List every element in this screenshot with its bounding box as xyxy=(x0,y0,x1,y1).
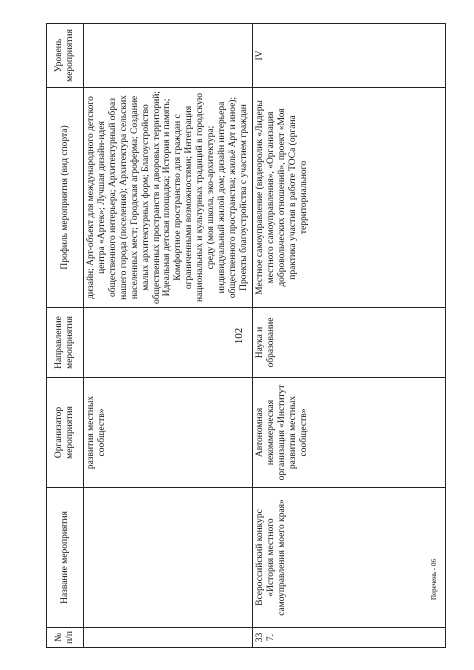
cell-level xyxy=(84,24,253,88)
cell-level: IV xyxy=(252,24,445,88)
cell-num: 337. xyxy=(252,628,445,648)
cell-profile: дизайн; Арт-объект для международного детского центра «Артек»; Лучшая дизайн-идея общественного интерьера; Архитектурный образ нашего города (поселения); Архитектура сельских населенных мест; Городская агроферма; Создание малых архитектурных форм; Благоустройство общественных пространств и дворовых территорий; Идеальная детская площадка; История и память; Комфортное пространство для граждан с ограниченными возможностями; Интеграция национальных и культурных традиций в городскую среду (моя школа, эко-архитектура; индивидуальный жилой дом; дизайн интерьера общественного пространства; жильё Арт и иное); Проекты благоустройства с участием граждан xyxy=(84,88,253,308)
cell-num xyxy=(84,628,253,648)
cell-profile: Местное самоуправление (видеоролик «Лидеры местного самоуправления», «Организация добровольческих отношений», проект «Моя практика участия в работе ТОСа (органа территориального xyxy=(252,88,445,308)
footer-note: Перечень - 06 xyxy=(430,559,438,600)
cell-organizer: развития местных сообществ» xyxy=(84,378,253,488)
header-name: Название мероприятия xyxy=(47,488,84,628)
rotated-table-sheet xyxy=(46,24,446,648)
cell-direction: Наука и образование xyxy=(252,308,445,378)
cell-name: Всероссийский конкурс «История местного самоуправления моего края» xyxy=(252,488,445,628)
header-profile: Профиль мероприятия (вид спорта) xyxy=(47,88,84,308)
page-number: 102 xyxy=(233,327,245,345)
table-row xyxy=(84,24,253,648)
cell-organizer: Автономная некоммерческая организация «Институт развития местных сообществ» xyxy=(252,378,445,488)
header-num: № п/п xyxy=(47,628,84,648)
header-organizer: Организатор мероприятия xyxy=(47,378,84,488)
cell-direction xyxy=(84,308,253,378)
cell-name xyxy=(84,488,253,628)
events-table xyxy=(46,23,446,648)
header-direction: Направление мероприятия xyxy=(47,308,84,378)
table-header-row xyxy=(47,24,84,648)
header-level: Уровень мероприятия xyxy=(47,24,84,88)
table-row xyxy=(252,24,445,648)
